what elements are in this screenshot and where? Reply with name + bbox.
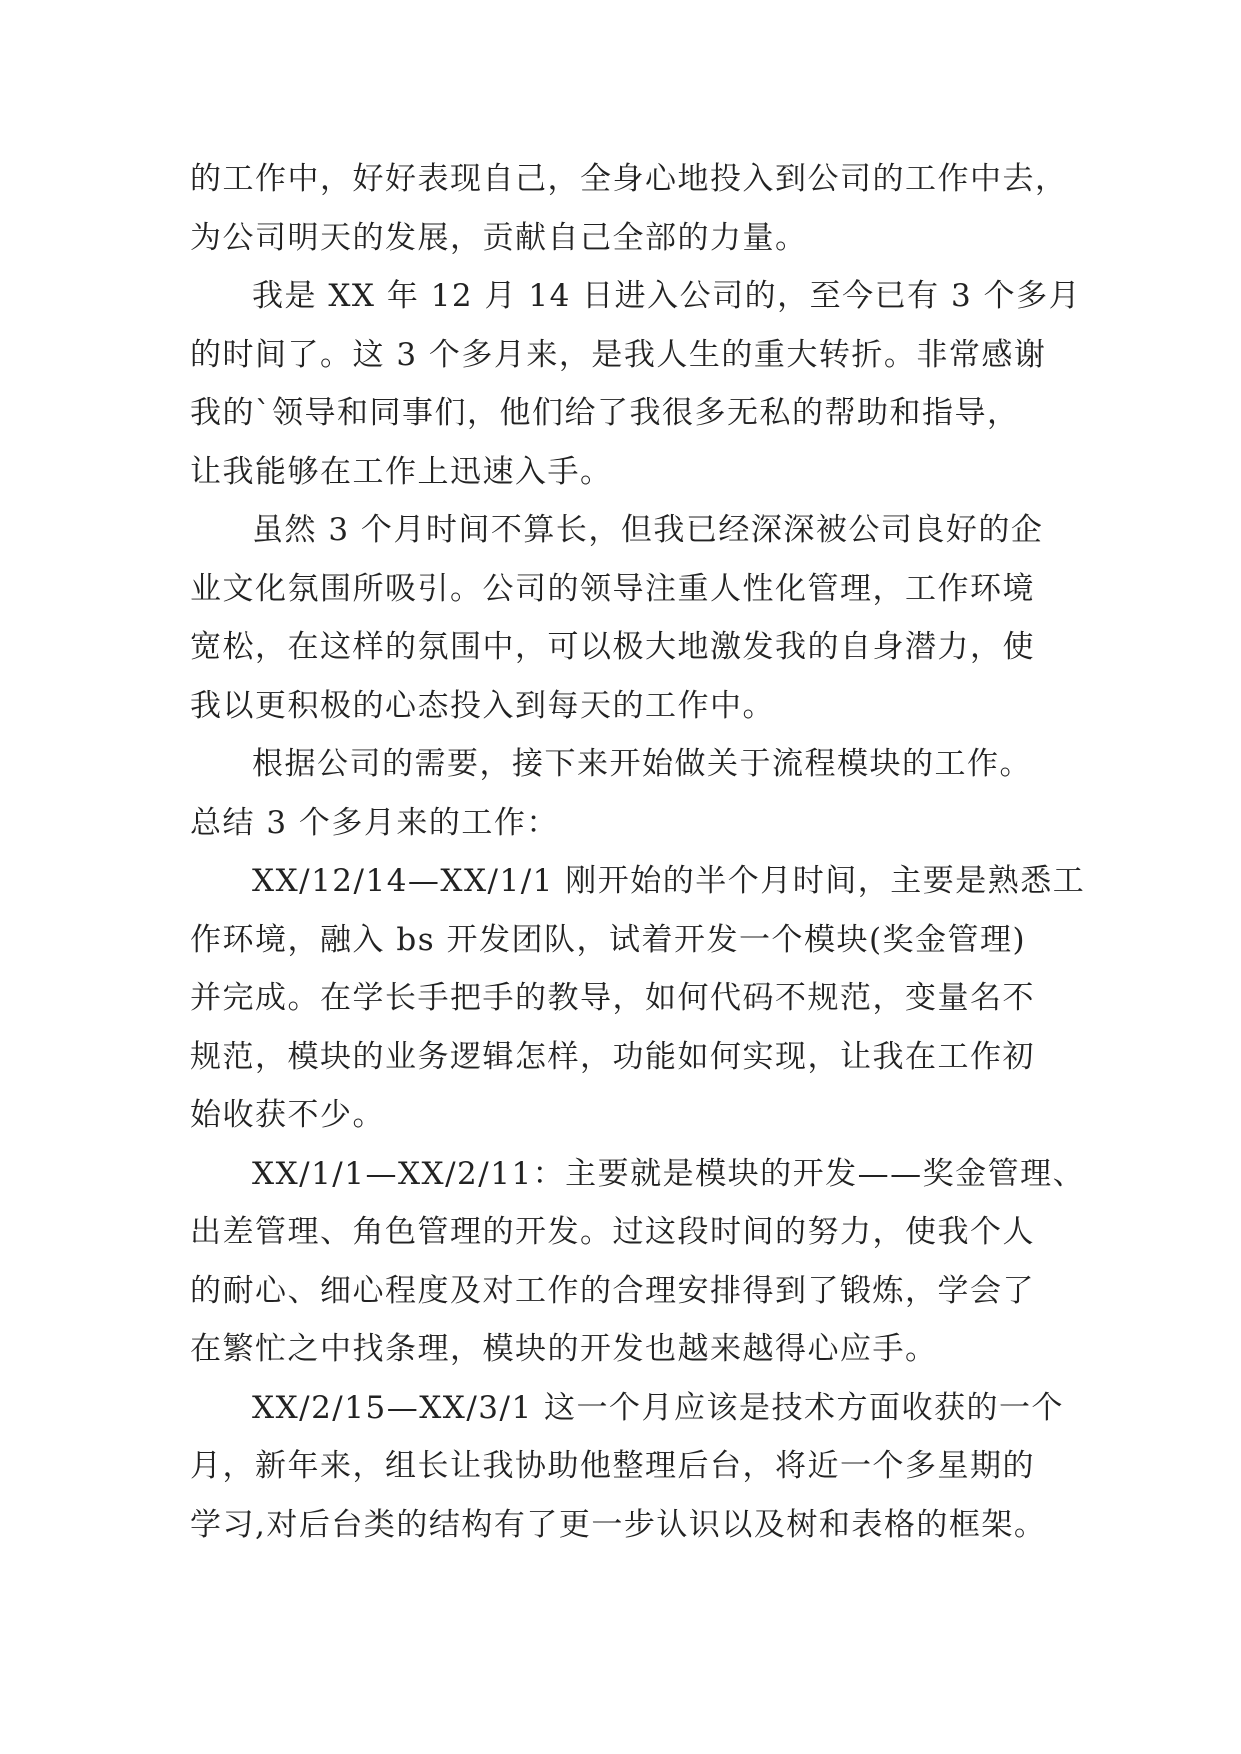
text-line: 让我能够在工作上迅速入手。 — [190, 453, 613, 490]
text-line: 的时间了。这 3 个多月来，是我人生的重大转折。非常感谢 — [190, 336, 1047, 373]
text-line: 规范，模块的业务逻辑怎样，功能如何实现，让我在工作初 — [190, 1038, 1035, 1075]
text-line: 并完成。在学长手把手的教导，如何代码不规范，变量名不 — [190, 980, 1035, 1016]
text-line: 的工作中，好好表现自己，全身心地投入到公司的工作中去， — [190, 161, 1068, 197]
text-line: 总结 3 个多月来的工作： — [190, 804, 559, 841]
paragraph-start-line: 我是 XX 年 12 月 14 日进入公司的，至今已有 3 个多月 — [252, 278, 1082, 314]
text-line: 始收获不少。 — [190, 1097, 385, 1133]
text-line: 月，新年来，组长让我协助他整理后台，将近一个多星期的 — [190, 1448, 1035, 1484]
paragraph-start-line: 根据公司的需要，接下来开始做关于流程模块的工作。 — [252, 746, 1032, 782]
text-line: 我的`领导和同事们，他们给了我很多无私的帮助和指导， — [190, 395, 1020, 431]
paragraph-start-line: 虽然 3 个月时间不算长，但我已经深深被公司良好的企 — [252, 512, 1044, 548]
text-line: 业文化氛围所吸引。公司的领导注重人性化管理，工作环境 — [190, 570, 1035, 607]
text-line: 宽松，在这样的氛围中，可以极大地激发我的自身潜力，使 — [190, 629, 1035, 665]
paragraph-start-line: XX/1/1—XX/2/11：主要就是模块的开发——奖金管理、 — [252, 1155, 1086, 1192]
text-line: 在繁忙之中找条理，模块的开发也越来越得心应手。 — [190, 1331, 938, 1367]
text-line: 作环境，融入 bs 开发团队，试着开发一个模块(奖金管理) — [190, 921, 1027, 958]
document-body — [190, 150, 1086, 1554]
text-line: 的耐心、细心程度及对工作的合理安排得到了锻炼，学会了 — [190, 1272, 1035, 1309]
paragraph-start-line: XX/12/14—XX/1/1 刚开始的半个月时间，主要是熟悉工 — [252, 863, 1086, 899]
paragraph-start-line: XX/2/15—XX/3/1 这一个月应该是技术方面收获的一个 — [252, 1389, 1065, 1426]
text-line: 我以更积极的心态投入到每天的工作中。 — [190, 687, 775, 724]
text-line: 出差管理、角色管理的开发。过这段时间的努力，使我个人 — [190, 1214, 1035, 1250]
text-line: 学习,对后台类的结构有了更一步认识以及树和表格的框架。 — [190, 1506, 1047, 1543]
text-line: 为公司明天的发展，贡献自己全部的力量。 — [190, 219, 808, 256]
